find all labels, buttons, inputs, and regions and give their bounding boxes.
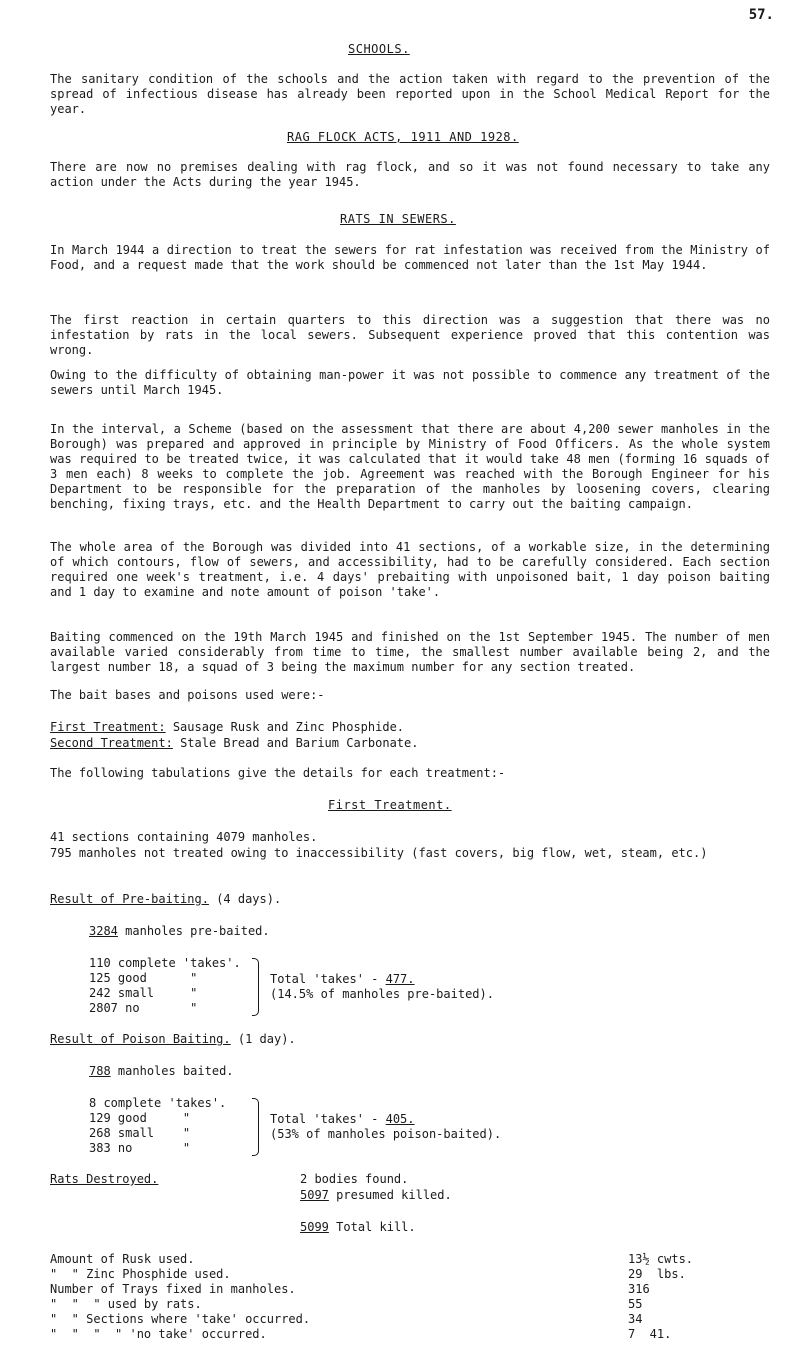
prebait-result-label: Result of Pre-baiting. xyxy=(50,892,209,906)
poison-days: (1 day). xyxy=(237,1032,296,1046)
rats-paragraph-6: Baiting commenced on the 19th March 1945 and finished on the 1st September 1945. The number of men available varied considerably from time to time, the smallest number available being 2, and the largest number 18, a squad of 3 being the maximum number for any section treated. xyxy=(50,630,770,674)
amount-value: 7 41. xyxy=(628,1327,672,1341)
poison-row: 268 small " xyxy=(89,1126,191,1140)
poison-brace xyxy=(252,1098,259,1156)
schools-paragraph: The sanitary condition of the schools and the action taken with regard to the prevention of the spread of infectious disease has already been reported upon in the School Medical Report for the year. xyxy=(50,72,770,116)
rats-paragraph-2: The first reaction in certain quarters to this direction was a suggestion that there was no infestation by rats in the local sewers. Subsequent experience proved that this contention was wrong. xyxy=(50,313,770,357)
rats-paragraph-7: The bait bases and poisons used were:- xyxy=(50,688,325,702)
poison-total-label: Total 'takes' - xyxy=(270,1112,379,1126)
presumed-text: presumed killed. xyxy=(336,1188,452,1202)
page-number: 57. xyxy=(748,7,774,23)
prebait-row: 2807 no " xyxy=(89,1001,198,1015)
presumed-killed-line xyxy=(300,1188,452,1203)
first-treatment-value: Sausage Rusk and Zinc Phosphide. xyxy=(172,720,405,734)
rag-flock-heading: RAG FLOCK ACTS, 1911 AND 1928. xyxy=(287,130,519,144)
prebait-row: 110 complete 'takes'. xyxy=(89,956,241,970)
prebait-total-label: Total 'takes' - xyxy=(270,972,379,986)
first-treatment-heading: First Treatment. xyxy=(328,798,452,812)
amount-value: 55 xyxy=(628,1297,643,1311)
poison-percent: (53% of manholes poison-baited). xyxy=(270,1127,502,1141)
poison-row: 129 good " xyxy=(89,1111,191,1125)
rag-flock-paragraph: There are now no premises dealing with rag flock, and so it was not found necessary to take any action under the Acts during the year 1945. xyxy=(50,160,770,189)
first-treatment-line xyxy=(50,720,404,735)
amount-value: 316 xyxy=(628,1282,650,1296)
prebait-total xyxy=(270,972,415,987)
rats-paragraph-8: The following tabulations give the details for each treatment:- xyxy=(50,766,506,780)
prebait-row: 125 good " xyxy=(89,971,198,985)
amount-label: " " Sections where 'take' occurred. xyxy=(50,1312,311,1326)
baited-text: manholes baited. xyxy=(117,1064,234,1078)
prebait-brace xyxy=(252,958,259,1016)
prebaited-line xyxy=(89,924,270,939)
second-treatment-value: Stale Bread and Barium Carbonate. xyxy=(180,736,419,750)
poison-total xyxy=(270,1112,415,1127)
amount-value: 13½ cwts. xyxy=(628,1252,694,1266)
total-kill-value: 5099 xyxy=(300,1220,329,1234)
schools-heading: SCHOOLS. xyxy=(348,42,410,56)
baited-line xyxy=(89,1064,234,1079)
rats-paragraph-5: The whole area of the Borough was divided into 41 sections, of a workable size, in the determining of which contours, flow of sewers, and accessibility, had to be carefully considered. Each section required one week's treatment, i.e. 4 days' prebaiting with unpoisoned bait, 1 day poison baiting and 1 day to examine and note amount of poison 'take'. xyxy=(50,540,770,599)
poison-row: 383 no " xyxy=(89,1141,191,1155)
amount-label: " " " " 'no take' occurred. xyxy=(50,1327,267,1341)
amount-value: 34 xyxy=(628,1312,643,1326)
sections-line: 41 sections containing 4079 manholes. xyxy=(50,830,318,844)
poison-result-label: Result of Poison Baiting. xyxy=(50,1032,231,1046)
prebait-result-line xyxy=(50,892,281,907)
rats-destroyed-label: Rats Destroyed. xyxy=(50,1172,159,1186)
second-treatment-line xyxy=(50,736,418,751)
prebait-days: (4 days). xyxy=(216,892,282,906)
amount-value: 29 lbs. xyxy=(628,1267,686,1281)
poison-row: 8 complete 'takes'. xyxy=(89,1096,227,1110)
bodies-found: 2 bodies found. xyxy=(300,1172,409,1186)
first-treatment-label: First Treatment: xyxy=(50,720,166,734)
amount-label: " " Zinc Phosphide used. xyxy=(50,1267,231,1281)
presumed-value: 5097 xyxy=(300,1188,329,1202)
not-treated-line: 795 manholes not treated owing to inaccessibility (fast covers, big flow, wet, steam, etc.) xyxy=(50,846,708,860)
prebaited-text: manholes pre-baited. xyxy=(125,924,270,938)
prebait-total-value: 477. xyxy=(385,972,415,986)
rats-heading: RATS IN SEWERS. xyxy=(340,212,456,226)
prebaited-count: 3284 xyxy=(89,924,118,938)
amount-label: Amount of Rusk used. xyxy=(50,1252,195,1266)
rats-paragraph-1: In March 1944 a direction to treat the sewers for rat infestation was received from the Ministry of Food, and a request made that the work should be commenced not later than the 1st May 1944. xyxy=(50,243,770,272)
prebait-row: 242 small " xyxy=(89,986,198,1000)
second-treatment-label: Second Treatment: xyxy=(50,736,173,750)
baited-count: 788 xyxy=(89,1064,111,1078)
amount-label: " " " used by rats. xyxy=(50,1297,202,1311)
poison-total-value: 405. xyxy=(385,1112,415,1126)
rats-paragraph-4: In the interval, a Scheme (based on the assessment that there are about 4,200 sewer manholes in the Borough) was prepared and approved in principle by Ministry of Food Officers. As the whole system was required to be treated twice, it was calculated that it would take 48 men (forming 16 squads of 3 men each) 8 weeks to complete the job. Agreement was reached with the Borough Engineer for his Department to be responsible for the preparation of the manholes by loosening covers, clearing benching, fixing trays, etc. and the Health Department to carry out the baiting campaign. xyxy=(50,422,770,511)
total-kill-text: Total kill. xyxy=(336,1220,416,1234)
total-kill-line xyxy=(300,1220,416,1235)
rats-paragraph-3: Owing to the difficulty of obtaining man-power it was not possible to commence any treatment of the sewers until March 1945. xyxy=(50,368,770,397)
prebait-percent: (14.5% of manholes pre-baited). xyxy=(270,987,494,1001)
poison-result-line xyxy=(50,1032,296,1047)
amount-label: Number of Trays fixed in manholes. xyxy=(50,1282,296,1296)
